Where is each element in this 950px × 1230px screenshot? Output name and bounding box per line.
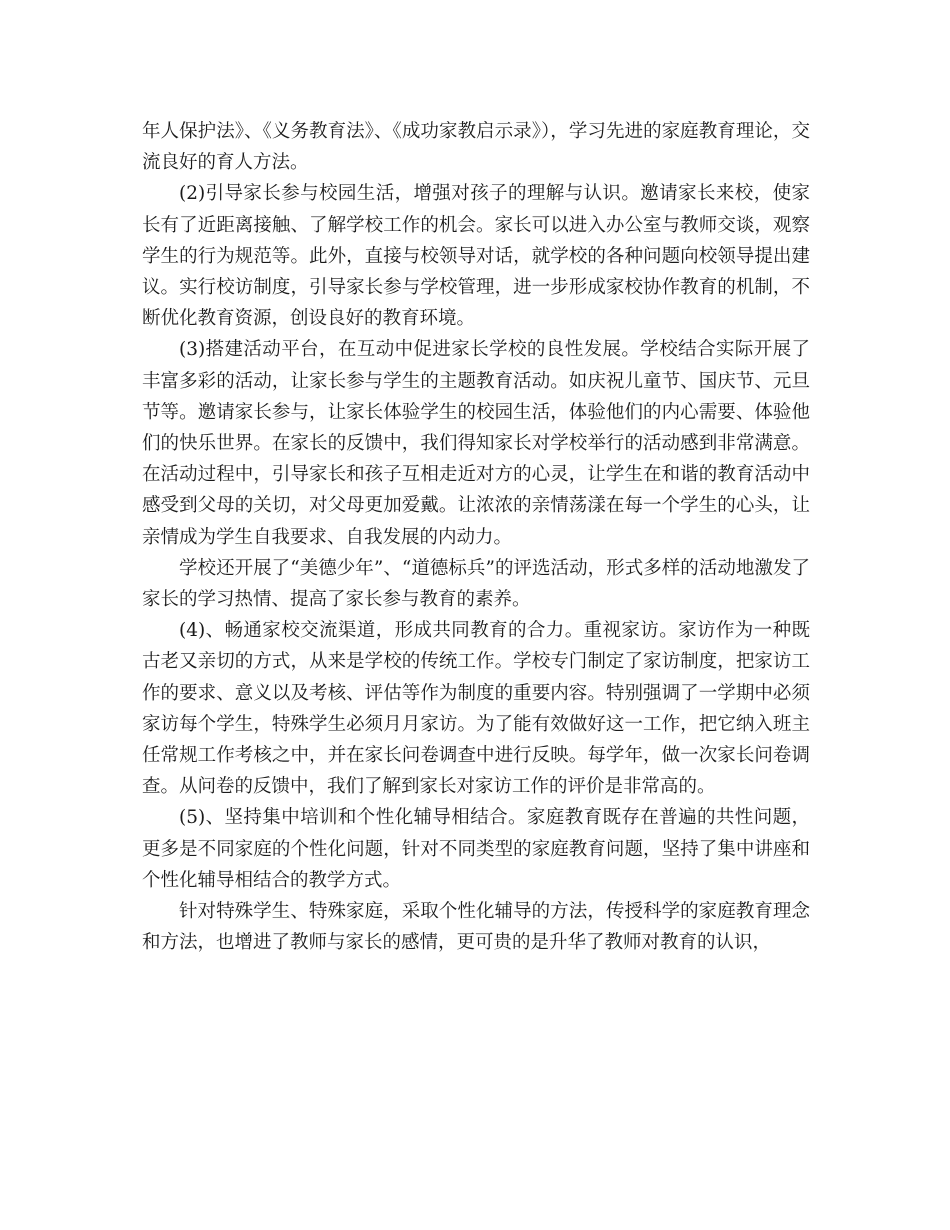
paragraph-4: 学校还开展了“美德少年”、“道德标兵”的评选活动，形式多样的活动地激发了家长的学习热情、提高了家长参与教育的素养。 (142, 557, 810, 611)
paragraph-5: (4)、畅通家校交流渠道，形成共同教育的合力。重视家访。家访作为一种既古老又亲切的方式，从来是学校的传统工作。学校专门制定了家访制度，把家访工作的要求、意义以及考核、评估等作为制度的重要内容。特别强调了一学期中必须家访每个学生，特殊学生必须月月家访。为了能有效做好这一工作，把它纳入班主任常规工作考核之中，并在家长问卷调查中进行反映。每学年，做一次家长问卷调查。从问卷的反馈中，我们了解到家长对家访工作的评价是非常高的。 (142, 620, 810, 798)
paragraph-7: 针对特殊学生、特殊家庭，采取个性化辅导的方法，传授科学的家庭教育理念和方法，也增进了教师与家长的感情，更可贵的是升华了教师对教育的认识， (142, 901, 810, 954)
paragraph-3: (3)搭建活动平台，在互动中促进家长学校的良性发展。学校结合实际开展了丰富多彩的活动，让家长参与学生的主题教育活动。如庆祝儿童节、国庆节、元旦节等。邀请家长参与，让家长体验学生的校园生活，体验他们的内心需要、体验他们的快乐世界。在家长的反馈中，我们得知家长对学校举行的活动感到非常满意。在活动过程中，引导家长和孩子互相走近对方的心灵，让学生在和谐的教育活动中感受到父母的关切，对父母更加爱戴。让浓浓的亲情荡漾在每一个学生的心头，让亲情成为学生自我要求、自我发展的内动力。 (142, 339, 810, 548)
document-body (142, 116, 810, 958)
paragraph-1: 年人保护法》、《义务教育法》、《成功家教启示录》），学习先进的家庭教育理论，交流良好的育人方法。 (142, 121, 810, 174)
paragraph-6: (5)、坚持集中培训和个性化辅导相结合。家庭教育既存在普遍的共性问题，更多是不同家庭的个性化问题，针对不同类型的家庭教育问题，坚持了集中讲座和个性化辅导相结合的教学方式。 (142, 807, 810, 891)
paragraph-2: (2)引导家长参与校园生活，增强对孩子的理解与认识。邀请家长来校，使家长有了近距离接触、了解学校工作的机会。家长可以进入办公室与教师交谈，观察学生的行为规范等。此外，直接与校领导对话，就学校的各种问题向校领导提出建议。实行校访制度，引导家长参与学校管理，进一步形成家校协作教育的机制，不断优化教育资源，创设良好的教育环境。 (142, 183, 810, 330)
